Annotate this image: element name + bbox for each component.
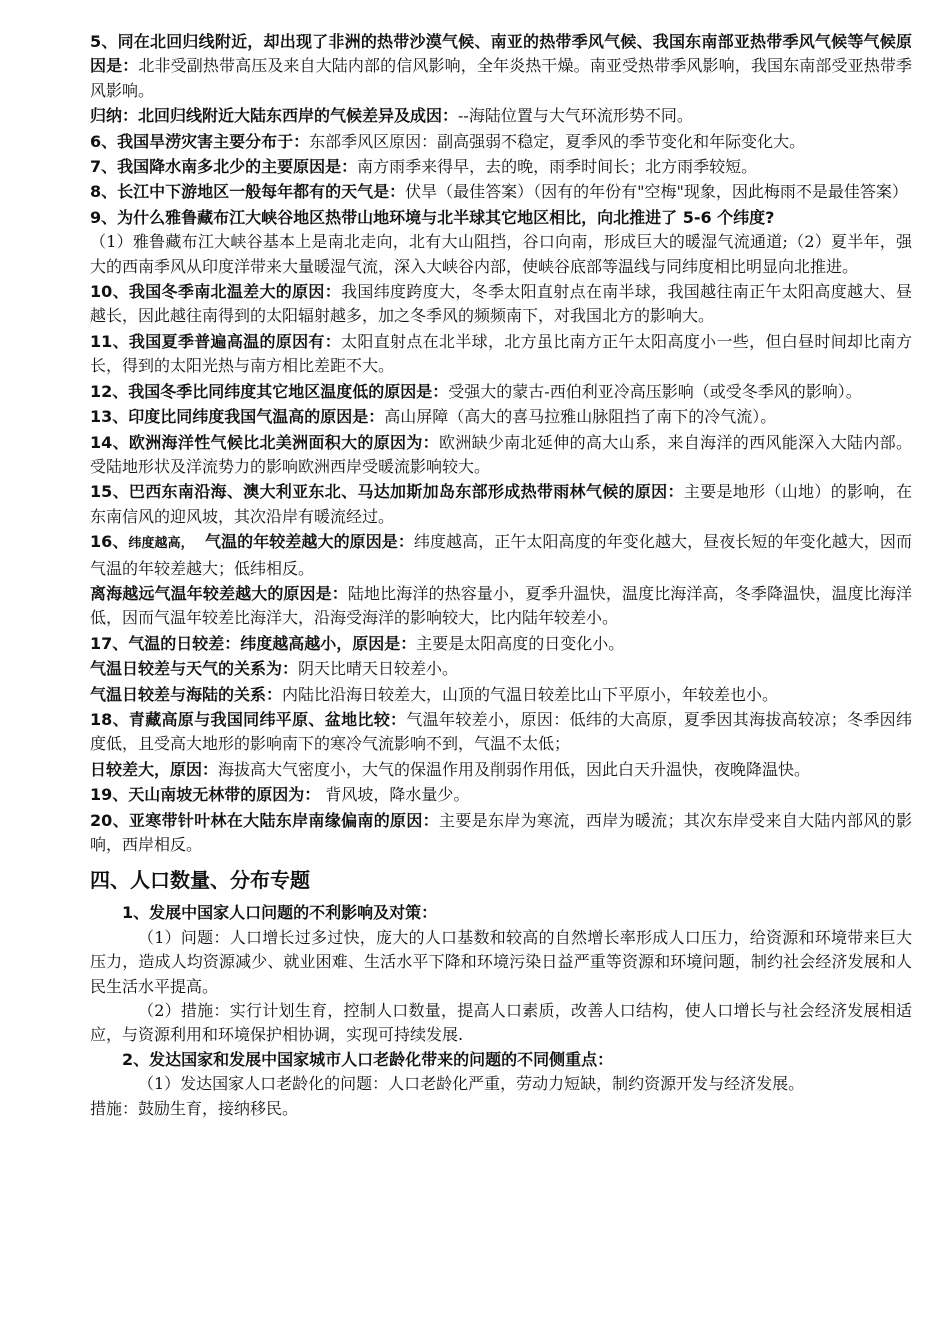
item-label: 10、我国冬季南北温差大的原因： — [90, 282, 342, 302]
item-label: 气温日较差与天气的关系为： — [90, 659, 299, 679]
q2-heading-text: 2、发达国家和发展中国家城市人口老龄化带来的问题的不同侧重点： — [122, 1049, 614, 1069]
item-label: 气温日较差与海陆的关系： — [90, 684, 283, 704]
item-text: 主要是地形（山地）的影响，在东南信风的迎风坡，其次沿岸有暖流经过。 — [90, 482, 912, 526]
item-text: 主要是东岸为寒流，西岸为暖流；其次东岸受来自大陆内部风的影响，西岸相反。 — [90, 810, 912, 854]
item-label: 日较差大，原因： — [90, 759, 219, 779]
item-text: 高山屏障（高大的喜马拉雅山脉阻挡了南下的冷气流）。 — [384, 407, 777, 427]
item-text: 南方雨季来得早，去的晚，雨季时间长；北方雨季较短。 — [357, 157, 758, 177]
item-label: 6、我国旱涝灾害主要分布于： — [90, 131, 310, 151]
item-text: --海陆位置与大气环流形势不同。 — [458, 106, 693, 126]
item-text: 欧洲缺少南北延伸的高大山系，来自海洋的西风能深入大陆内部。受陆地形状及洋流势力的影响欧洲西岸受暖流影响较大。 — [90, 432, 912, 476]
item-20 — [90, 809, 912, 858]
item-label: 18、青藏高原与我国同纬平原、盆地比较： — [90, 709, 407, 729]
q1-problem: （1）问题：人口增长过多过快，庞大的人口基数和较高的自然增长率形成人口压力，给资源和环境带来巨大压力，造成人均资源减少、就业困难、生活水平下降和环境污染日益严重等资源和环境问题，制约社会经济发展和人民生活水平提高。 — [90, 927, 912, 996]
item-text: 受强大的蒙古-西伯利亚冷高压影响（或受冬季风的影响）。 — [448, 381, 862, 401]
item-text: 北非受副热带高压及来自大陆内部的信风影响，全年炎热干燥。南亚受热带季风影响，我国东南部受亚热带季风影响。 — [90, 56, 912, 100]
item-label: 13、印度比同纬度我国气温高的原因是： — [90, 407, 385, 427]
item-text: 海拔高大气密度小，大气的保温作用及削弱作用低，因此白天升温快，夜晚降温快。 — [218, 759, 811, 779]
item-10 — [90, 280, 912, 329]
item-label: 14、欧洲海洋性气候比北美洲面积大的原因为： — [90, 432, 439, 452]
q1-measure: （2）措施：实行计划生育，控制人口数量，提高人口素质，改善人口结构，使人口增长与社会经济发展相适应，与资源利用和环境保护相协调，实现可持续发展. — [90, 1001, 912, 1045]
item-text: （1）雅鲁藏布江大峡谷基本上是南北走向，北有大山阻挡，谷口向南，形成巨大的暖湿气流通道;（2）夏半年，强大的西南季风从印度洋带来大量暖湿气流，深入大峡谷内部，使峡谷底部等温线与同纬度相比明显向北推进。 — [90, 232, 912, 276]
item-text: 太阳直射点在北半球，北方虽比南方正午太阳高度小一些，但白昼时间却比南方长，得到的太阳光热与南方相比差距不大。 — [90, 331, 912, 376]
item-label: 17、气温的日较差：纬度越高越小，原因是： — [90, 633, 417, 653]
item-17-land-sea — [90, 683, 912, 707]
item-12 — [90, 380, 912, 404]
item-label: 5、同在北回归线附近，却出现了非洲的热带沙漠气候、南亚的热带季风气候、我国东南部亚热带季风气候等气候原因是： — [90, 32, 912, 76]
item-text: 气温年较差小，原因：低纬的大高原，夏季因其海拔高较凉；冬季因纬度低，且受高大地形的影响南下的寒冷气流影响不到，气温不太低； — [90, 709, 912, 754]
item-label: 11、我国夏季普遍高温的原因有： — [90, 331, 342, 351]
item-14 — [90, 431, 912, 480]
item-text: 主要是太阳高度的日变化小。 — [416, 633, 625, 653]
item-8 — [90, 180, 912, 204]
item-label: 9、为什么雅鲁藏布江大峡谷地区热带山地环境与北半球其它地区相比，向北推进了 5-6 个纬度? — [90, 207, 775, 227]
q1-heading-text: 1、发展中国家人口问题的不利影响及对策： — [122, 903, 438, 923]
item-label: 8、长江中下游地区一般每年都有的天气是： — [90, 182, 406, 202]
item-16-ocean — [90, 582, 912, 631]
item-text: 陆地比海洋的热容量小，夏季升温快，温度比海洋高，冬季降温快，温度比海洋低，因而气温年较差比海洋大，沿海受海洋的影响较大，比内陆年较差小。 — [90, 583, 912, 628]
item-18-daily — [90, 758, 912, 782]
q2-heading — [90, 1048, 912, 1072]
item-label-2: 气温的年较差越大的原因是： — [193, 532, 414, 552]
item-label: 15、巴西东南沿海、澳大利亚东北、马达加斯加岛东部形成热带雨林气候的原因： — [90, 482, 684, 502]
item-label: 7、我国降水南多北少的主要原因是： — [90, 157, 358, 177]
item-label: 16、 — [90, 532, 129, 552]
item-18 — [90, 708, 912, 757]
q1-heading — [90, 901, 912, 925]
item-7 — [90, 155, 912, 179]
item-text: 我国纬度跨度大，冬季太阳直射点在南半球，我国越往南正午太阳高度越大、昼越长，因此越往南得到的太阳辐射越多，加之冬季风的频频南下，对我国北方的影响大。 — [90, 282, 912, 326]
item-text: 伏旱（最佳答案）（因有的年份有"空梅"现象，因此梅雨不是最佳答案） — [405, 182, 908, 202]
q2-measure: 措施：鼓励生育，接纳移民。 — [90, 1098, 299, 1118]
item-9-answer — [90, 230, 912, 279]
item-text: 内陆比沿海日较差大，山顶的气温日较差比山下平原小，年较差也小。 — [282, 684, 779, 704]
q2-problem: （1）发达国家人口老龄化的问题：人口老龄化严重，劳动力短缺，制约资源开发与经济发展。 — [138, 1074, 805, 1094]
item-16 — [90, 530, 912, 581]
item-19 — [90, 783, 912, 807]
item-text: 背风坡，降水量少。 — [320, 785, 470, 805]
item-17 — [90, 632, 912, 656]
item-9-question — [90, 206, 912, 230]
item-5 — [90, 30, 912, 103]
item-text: 纬度越高，正午太阳高度的年变化越大，昼夜长短的年变化越大，因而气温的年较差越大；低纬相反。 — [90, 532, 912, 578]
item-text: 东部季风区原因：副高强弱不稳定，夏季风的季节变化和年际变化大。 — [309, 131, 806, 151]
item-6 — [90, 130, 912, 154]
item-label: 19、天山南坡无林带的原因为： — [90, 785, 321, 805]
item-17-weather — [90, 657, 912, 681]
item-label: 12、我国冬季比同纬度其它地区温度低的原因是： — [90, 381, 449, 401]
item-text: 阴天比晴天日较差小。 — [298, 659, 459, 679]
summary-item — [90, 104, 912, 128]
item-label: 20、亚寒带针叶林在大陆东岸南缘偏南的原因： — [90, 810, 439, 830]
item-label-small: 纬度越高， — [128, 536, 194, 552]
item-label: 离海越远气温年较差越大的原因是： — [90, 583, 348, 603]
item-label: 归纳：北回归线附近大陆东西岸的气候差异及成因： — [90, 106, 459, 126]
item-11 — [90, 330, 912, 379]
section-title: 四、人口数量、分布专题 — [90, 868, 310, 893]
item-13 — [90, 405, 912, 429]
item-15 — [90, 480, 912, 529]
